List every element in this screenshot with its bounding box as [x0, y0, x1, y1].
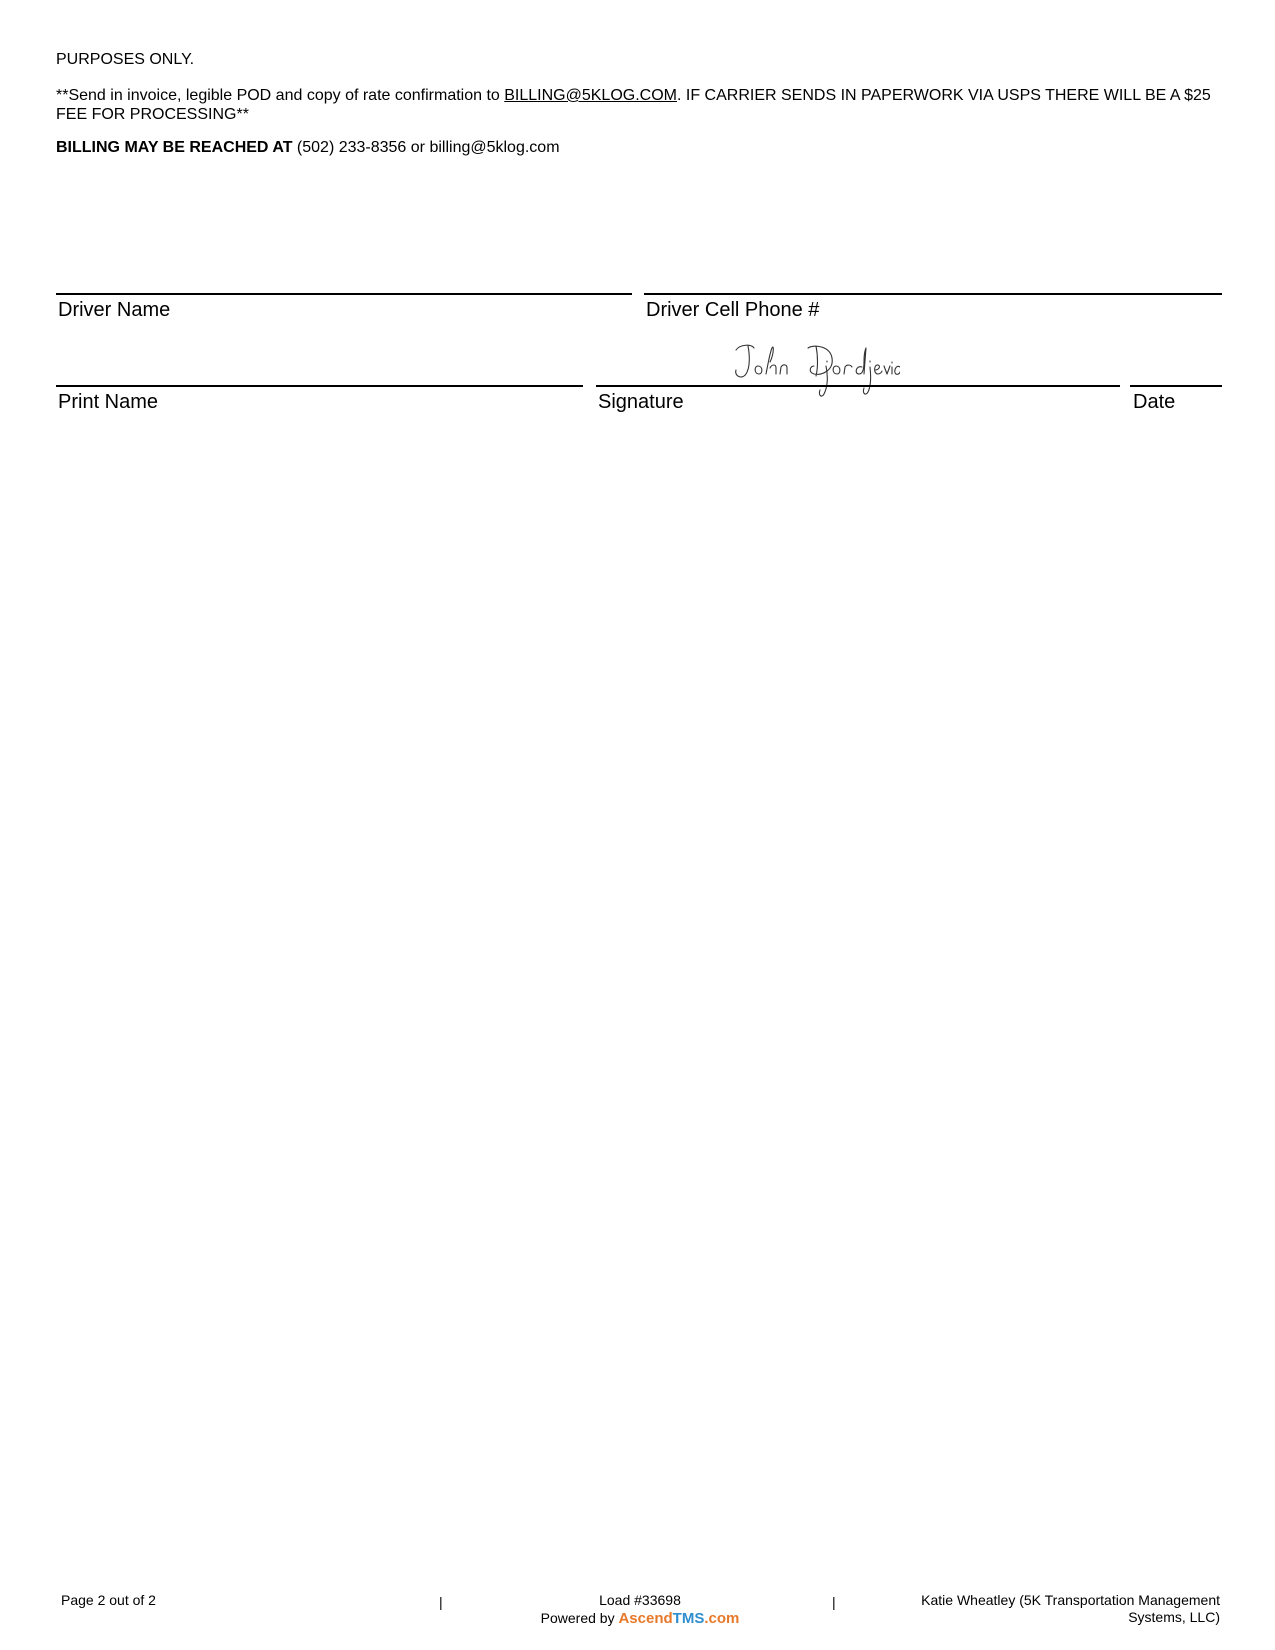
signature-line [596, 385, 1120, 387]
send-suffix: . IF CARRIER SENDS IN PAPERWORK VIA USPS THERE WILL BE A $25 FEE FOR PROCESSING** [56, 87, 1211, 123]
driver-phone-line [644, 293, 1222, 295]
signature-image [730, 340, 900, 402]
powered-by-text: Powered by [540, 1610, 619, 1626]
footer-user: Katie Wheatley (5K Transportation Management Systems, LLC) [921, 1592, 1220, 1625]
signature-label: Signature [598, 391, 684, 413]
billing-contact-details: (502) 233-8356 or billing@5klog.com [292, 139, 560, 156]
billing-contact-heading: BILLING MAY BE REACHED AT [56, 139, 293, 156]
billing-email-link[interactable]: BILLING@5KLOG.COM [504, 87, 677, 104]
purposes-text: PURPOSES ONLY. [56, 51, 195, 68]
billing-instructions [56, 86, 1226, 124]
brand-tms: TMS [672, 1610, 705, 1627]
driver-phone-label: Driver Cell Phone # [646, 299, 820, 321]
print-name-label: Print Name [58, 391, 159, 413]
send-prefix: **Send in invoice, legible POD and copy of rate confirmation to [56, 87, 505, 104]
footer-separator: | [832, 1594, 836, 1610]
brand-com: .com [704, 1610, 740, 1627]
footer-page-number: Page 2 out of 2 [61, 1592, 156, 1608]
brand-ascend: Ascend [618, 1610, 673, 1627]
footer-separator: | [439, 1594, 443, 1610]
date-line [1130, 385, 1222, 387]
driver-name-label: Driver Name [58, 299, 171, 321]
footer-load-number: Load #33698 [599, 1592, 681, 1608]
print-name-line [56, 385, 583, 387]
footer-powered-by [520, 1610, 760, 1627]
driver-name-line [56, 293, 632, 295]
date-label: Date [1133, 391, 1176, 413]
billing-contact [56, 138, 560, 157]
